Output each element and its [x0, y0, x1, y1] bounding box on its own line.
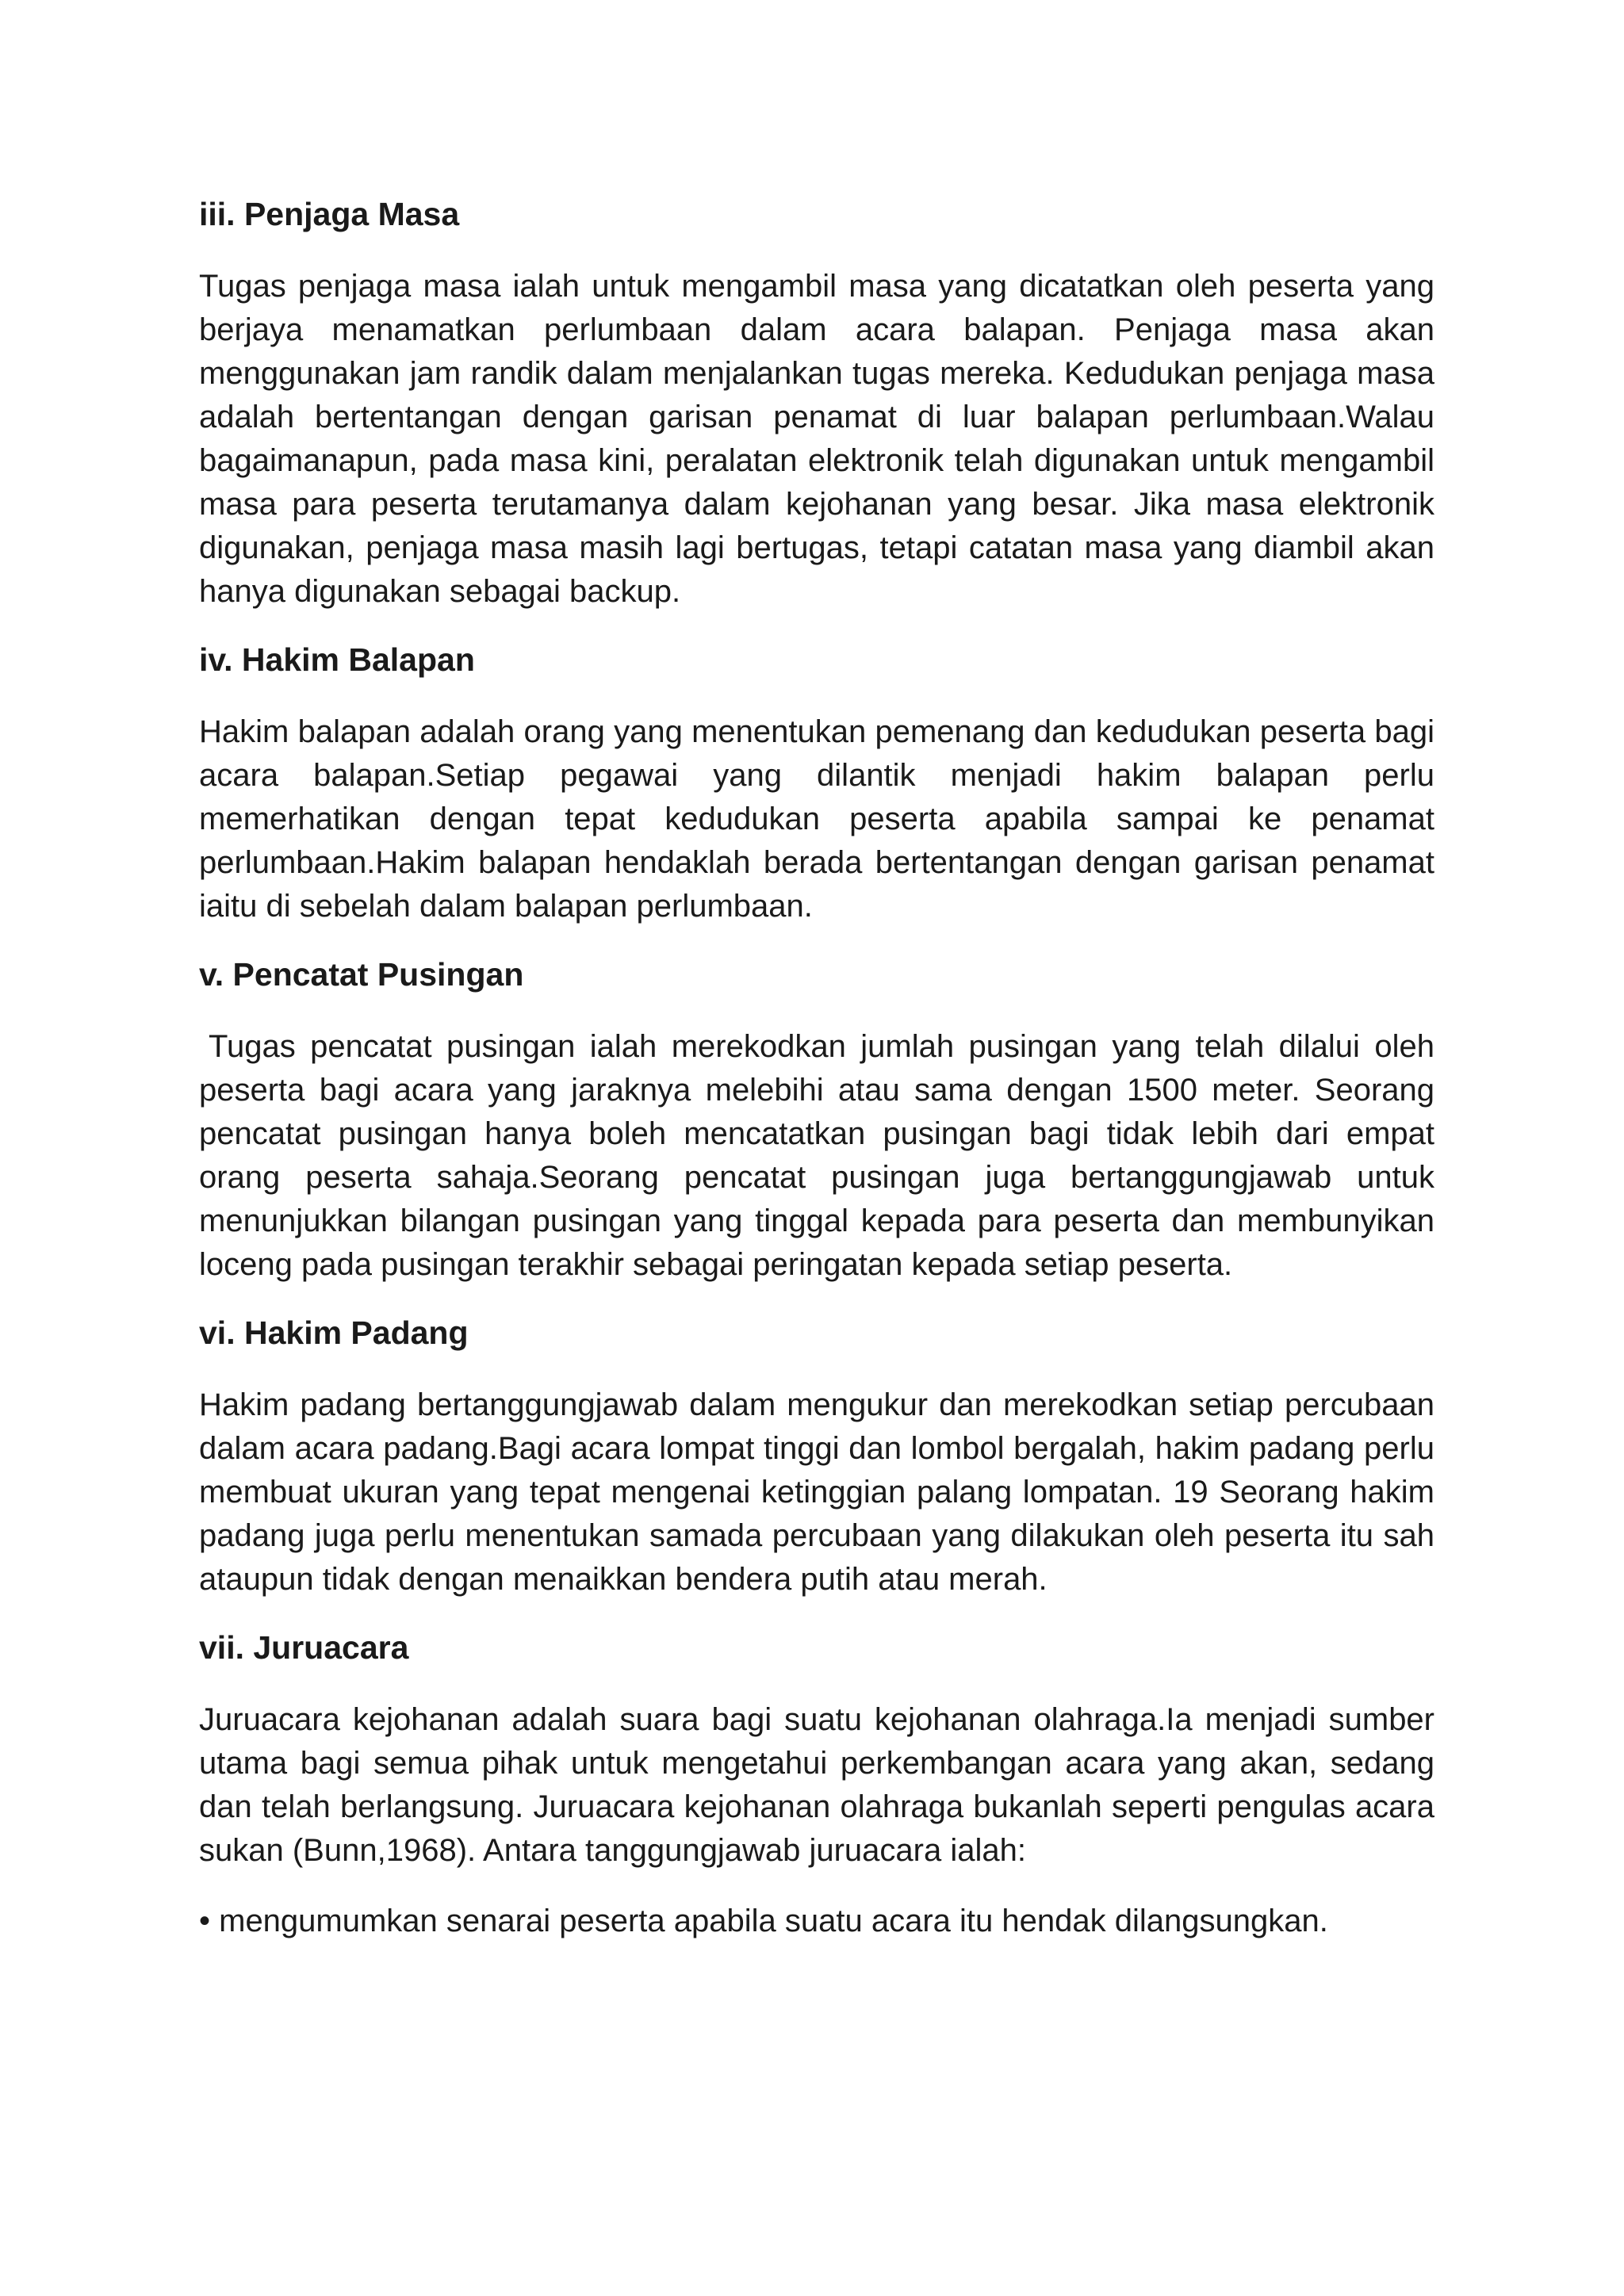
paragraph-juruacara: Juruacara kejohanan adalah suara bagi suatu kejohanan olahraga.Ia menjadi sumber utama bagi semua pihak untuk mengetahui perkembangan acara yang akan, sedang dan telah berlangsung. Juruacara kejohanan olahraga bukanlah seperti pengulas acara sukan (Bunn,1968). Antara tanggungjawab juruacara ialah: [199, 1702, 1434, 1868]
document-page [199, 195, 1434, 1943]
heading-juruacara: vii. Juruacara [199, 1629, 409, 1666]
heading-pencatat-pusingan: v. Pencatat Pusingan [199, 956, 524, 993]
paragraph-pencatat-pusingan: Tugas pencatat pusingan ialah merekodkan jumlah pusingan yang telah dilalui oleh peserta bagi acara yang jaraknya melebihi atau sama dengan 1500 meter. Seorang pencatat pusingan hanya boleh mencatatkan pusingan bagi tidak lebih dari empat orang peserta sahaja.Seorang pencatat pusingan juga bertanggungjawab untuk menunjukkan bilangan pusingan yang tinggal kepada para peserta dan membunyikan loceng pada pusingan terakhir sebagai peringatan kepada setiap peserta. [199, 1029, 1434, 1282]
heading-hakim-padang: vi. Hakim Padang [199, 1314, 469, 1351]
paragraph-penjaga-masa: Tugas penjaga masa ialah untuk mengambil masa yang dicatatkan oleh peserta yang berjaya menamatkan perlumbaan dalam acara balapan. Penjaga masa akan menggunakan jam randik dalam menjalankan tugas mereka. Kedudukan penjaga masa adalah bertentangan dengan garisan penamat di luar balapan perlumbaan.Walau bagaimanapun, pada masa kini, peralatan elektronik telah digunakan untuk mengambil masa para peserta terutamanya dalam kejohanan yang besar. Jika masa elektronik digunakan, penjaga masa masih lagi bertugas, tetapi catatan masa yang diambil akan hanya digunakan sebagai backup. [199, 269, 1434, 609]
bullet-item: • mengumumkan senarai peserta apabila suatu acara itu hendak dilangsungkan. [199, 1904, 1328, 1938]
paragraph-hakim-balapan: Hakim balapan adalah orang yang menentukan pemenang dan kedudukan peserta bagi acara balapan.Setiap pegawai yang dilantik menjadi hakim balapan perlu memerhatikan dengan tepat kedudukan peserta apabila sampai ke penamat perlumbaan.Hakim balapan hendaklah berada bertentangan dengan garisan penamat iaitu di sebelah dalam balapan perlumbaan. [199, 714, 1434, 924]
heading-hakim-balapan: iv. Hakim Balapan [199, 641, 475, 678]
paragraph-hakim-padang: Hakim padang bertanggungjawab dalam mengukur dan merekodkan setiap percubaan dalam acara padang.Bagi acara lompat tinggi dan lombol bergalah, hakim padang perlu membuat ukuran yang tepat mengenai ketinggian palang lompatan. 19 Seorang hakim padang juga perlu menentukan samada percubaan yang dilakukan oleh peserta itu sah ataupun tidak dengan menaikkan bendera putih atau merah. [199, 1387, 1434, 1597]
heading-penjaga-masa: iii. Penjaga Masa [199, 196, 460, 232]
